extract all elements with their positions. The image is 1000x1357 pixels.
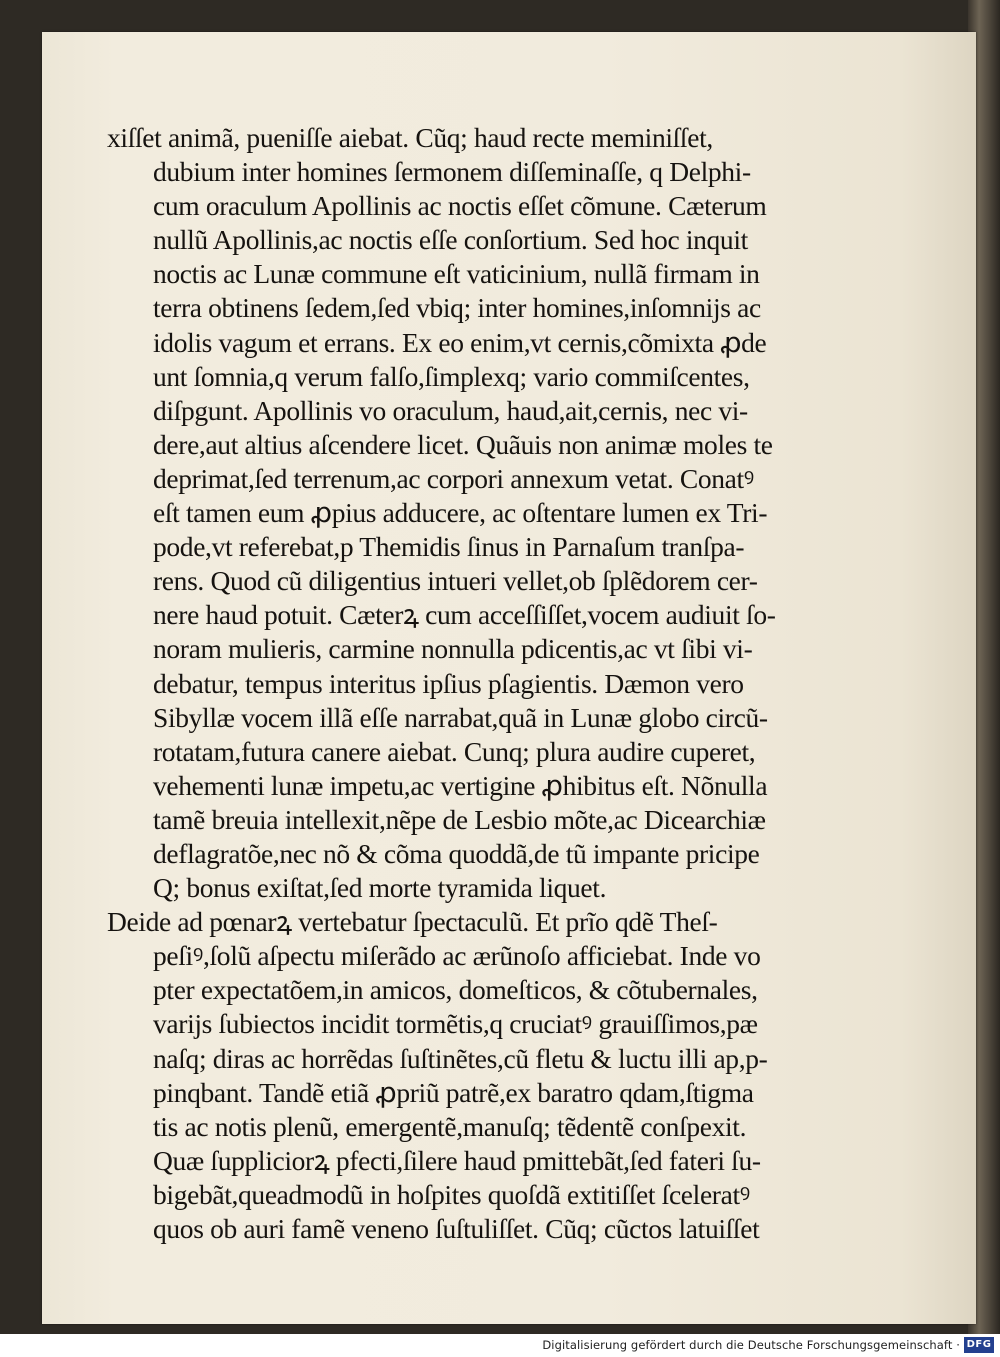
text-line: Q; bonus exiſtat,ſed morte tyramida liquet. — [153, 872, 607, 904]
text-line: idolis vagum et errans. Ex eo enim,vt cernis,cõmixta ꝓde — [153, 326, 767, 358]
text-line: varijs ſubiectos incidit tormẽtis,q cruciatꝰ grauiſſimos,pæ — [153, 1008, 758, 1040]
text-line: peſiꝰ,ſolũ aſpectu miſerãdo ac ærũnoſo afficiebat. Inde vo — [153, 940, 761, 972]
text-line: vehementi lunæ impetu,ac vertigine ꝓhibitus eſt. Nõnulla — [153, 769, 768, 801]
footer-bar — [0, 1334, 1000, 1357]
text-line: deflagratõe,nec nõ & cõma quoddã,de tũ impante pricipe — [153, 837, 760, 869]
text-line: rens. Quod cũ diligentius intueri vellet,ob ſplẽdorem cer- — [153, 565, 758, 597]
text-line: deprimat,ſed terrenum,ac corpori annexum vetat. Conatꝰ — [153, 462, 754, 494]
text-line: diſpgunt. Apollinis vo oraculum, haud,ait,cernis, nec vi- — [153, 394, 748, 426]
text-line: nere haud potuit. Cæterꝝ cum acceſſiſſet,vocem audiuit ſo- — [153, 599, 776, 631]
text-line: Quæ ſuppliciorꝝ pfecti,ſilere haud pmittebãt,ſed fateri ſu- — [153, 1144, 761, 1176]
text-line: noram mulieris, carmine nonnulla pdicentis,ac vt ſibi vi- — [153, 633, 753, 665]
text-line: unt ſomnia,q verum falſo,ſimplexq; vario commiſcentes, — [153, 360, 750, 392]
text-line: bigebãt,queadmodũ in hoſpites quoſdã extitiſſet ſceleratꝰ — [153, 1178, 750, 1210]
text-line: dere,aut altius aſcendere licet. Quãuis non animæ moles te — [153, 428, 773, 460]
text-line: rotatam,futura canere aiebat. Cunq; plura audire cuperet, — [153, 735, 756, 767]
text-line: Deide ad pœnarꝝ vertebatur ſpectaculũ. Et prĩo qdẽ Theſ- — [107, 906, 718, 938]
text-line: pinqbant. Tandẽ etiã ꝓpriũ patrẽ,ex baratro qdam,ſtigma — [153, 1076, 754, 1108]
text-line: terra obtinens ſedem,ſed vbiq; inter homines,inſomnijs ac — [153, 292, 761, 324]
page-text — [107, 121, 897, 1246]
text-line: pode,vt referebat,p Themidis ſinus in Parnaſum tranſpa- — [153, 531, 745, 563]
funding-credit: Digitalisierung gefördert durch die Deutsche Forschungsgemeinschaft · — [542, 1338, 960, 1352]
text-line: pter expectatõem,in amicos, domeſticos, & cõtubernales, — [153, 974, 758, 1006]
text-line: tis ac notis plenũ, emergentẽ,manuſq; tẽdentẽ conſpexit. — [153, 1110, 747, 1142]
text-line: cum oraculum Apollinis ac noctis eſſet cõmune. Cæterum — [153, 190, 767, 222]
text-line: eſt tamen eum ꝓpius adducere, ac oſtentare lumen ex Tri- — [153, 497, 768, 529]
text-line: Sibyllæ vocem illã eſſe narrabat,quã in Lunæ globo circũ- — [153, 701, 768, 733]
text-line: nullũ Apollinis,ac noctis eſſe conſortium. Sed hoc inquit — [153, 224, 748, 256]
text-line: quos ob auri famẽ veneno ſuſtuliſſet. Cũq; cũctos latuiſſet — [153, 1213, 760, 1244]
text-line: tamẽ breuia intellexit,nẽpe de Lesbio mõte,ac Dicearchiæ — [153, 803, 766, 835]
text-line: noctis ac Lunæ commune eſt vaticinium, nullã firmam in — [153, 258, 760, 290]
text-line: debatur, tempus interitus ipſius pſagientis. Dæmon vero — [153, 667, 744, 699]
text-line: xiſſet animã, pueniſſe aiebat. Cũq; haud recte meminiſſet, — [107, 122, 713, 153]
text-line: naſq; diras ac horrẽdas ſuſtinẽtes,cũ fletu & luctu illi ap,p- — [153, 1042, 768, 1074]
dfg-logo-icon: DFG — [964, 1337, 994, 1353]
text-line: dubium inter homines ſermonem diſſeminaſſe, q Delphi- — [153, 156, 751, 188]
